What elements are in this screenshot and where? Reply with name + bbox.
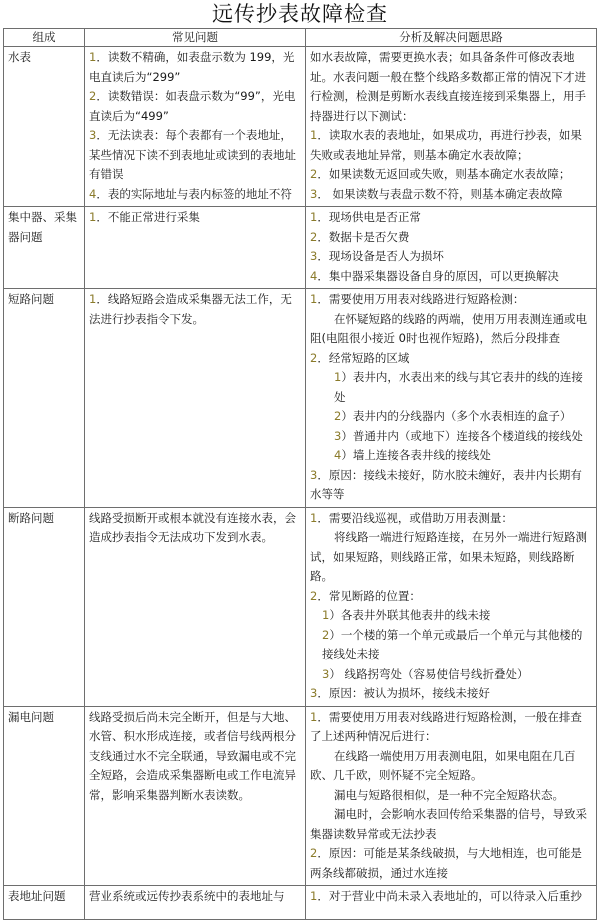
list-item [310,805,592,844]
list-item [310,165,592,185]
list-text: ．线路短路会造成采集器无法工作，无法进行抄表指令下发。 [89,292,292,326]
page-title: 远传抄表故障检查 [212,2,388,26]
list-text: ．现场供电是否正常 [317,210,421,224]
list-item [310,368,592,407]
list-item [310,606,592,626]
list-item [310,528,592,587]
list-text: ．需要使用万用表对线路进行短路检测： [317,292,525,306]
list-text: 在线路一端使用万用表测电阻，如果电阻在几百欧、几千欧，则怀疑不完全短路。 [310,748,576,782]
table-row [4,207,597,289]
list-text: ．无法读表：每个表都有一个表地址，某些情况下读不到表地址或读到的表地址有错误 [89,128,296,181]
list-number: 2 [310,229,318,244]
list-item [310,844,592,883]
header-analysis: 分析及解决问题思路 [306,29,597,47]
list-item [310,786,592,806]
list-text: ．原因：可能是某条线破损，与大地相连，也可能是两条线都破损，通过水连接 [310,846,582,880]
list-text: 漏电与短路很相似，是一种不完全短路状态。 [334,787,564,802]
header-component: 组成 [4,29,85,47]
list-text: ．常见断路的位置： [317,588,421,603]
list-text: 在怀疑短路的线路的两端，使用万用表测连通或电阻(电阻很小接近 0时也视作短路)，然后分段排查 [310,311,587,345]
list-text: ）一个楼的第一个单元或最后一个单元与其他楼的接线处未接 [322,627,583,661]
fault-check-table [3,28,597,920]
list-text: 线路受损断开或根本就没有连接水表，会造成抄表指令无法成功下发到水表。 [89,510,296,544]
list-text: ）表井内，水表出来的线与其它表井的线的连接处 [334,370,583,404]
list-item [310,349,592,369]
list-text: ．数据卡是否欠费 [317,229,410,244]
component-cell: 水表 [4,47,85,207]
list-text: 线路受损后尚未完全断开，但是与大地、水管、积水形成连接，或者信号线两根分支线通过水不完全联通，导致漏电或不完全短路，会造成采集器断电或工作电流异常，影响采集器判断水表读数。 [89,709,296,802]
list-number: 4 [89,186,97,201]
list-number: 1 [310,292,318,306]
problems-cell [85,207,306,289]
list-text: ．需要使用万用表对线路进行短路检测，一般在排查了上述两种情况后进行： [310,709,582,743]
analysis-cell [306,47,597,207]
analysis-cell [306,207,597,289]
analysis-cell [306,289,597,508]
list-text: 如水表故障，需要更换水表；如具备条件可修改表地址。水表问题一般在整个线路多数都正常的情况下才进行检测，检测是剪断水表线直接连接到采集器上，用手持器进行以下测试： [310,50,586,123]
list-text: 将线路一端进行短路连接，在另外一端进行短路测试，如果短路，则线路正常，如果未短路，则线路断路。 [310,530,587,583]
list-item [89,887,301,907]
list-item [310,126,592,165]
list-item [310,466,592,505]
list-number: 3 [310,467,318,482]
list-text: ）各表井外联其他表井的线未接 [329,608,491,622]
table-header-row [4,29,597,47]
list-text: ．经常短路的区域 [317,350,410,365]
list-item [310,446,592,466]
list-text: 营业系统或远传抄表系统中的表地址与 [89,889,285,903]
list-item [310,228,592,248]
list-number: 2 [310,167,318,181]
list-item [310,407,592,427]
list-item [310,747,592,786]
list-number: 1 [334,370,342,384]
list-text: ．对于营业中尚未录入表地址的，可以待录入后重抄 [317,889,582,903]
list-item [310,208,592,228]
list-number: 3 [89,128,97,142]
list-item [89,208,301,228]
list-text: ．不能正常进行采集 [96,210,200,224]
list-number: 1 [89,292,97,306]
list-number: 1 [310,709,318,724]
list-item [89,708,301,806]
list-item [89,185,301,205]
list-number: 4 [334,448,342,462]
list-number: 2 [310,350,318,365]
problems-cell [85,47,306,207]
list-text: ．读数错误：如表盘示数为“99”，光电直读后为“499” [89,89,296,123]
list-number: 3 [322,666,330,681]
list-text: ）普通井内（或地下）连接各个楼道线的接线处 [341,428,583,443]
list-text: ．读数不精确，如表盘示数为 199，光电直读后为“299” [89,50,295,84]
list-number: 2 [310,588,318,603]
list-number: 1 [322,608,330,622]
list-number: 3 [310,686,318,700]
list-text: ．现场设备是否人为损坏 [317,249,444,263]
list-number: 2 [322,627,330,642]
list-item [310,626,592,665]
list-number: 1 [310,889,318,903]
list-item [310,48,592,126]
list-item [310,247,592,267]
list-number: 3 [310,249,318,263]
list-item [310,665,592,685]
list-text: ．如果读数无返回或失败，则基本确定水表故障； [317,167,571,181]
list-number: 1 [310,128,318,142]
list-text: ．集中器采集器设备自身的原因，可以更换解决 [317,268,559,283]
list-text: ）墙上连接各表井线的接线处 [341,448,491,462]
table-row [4,706,597,886]
list-number: 2 [310,846,318,860]
list-text: ．表的实际地址与表内标签的地址不符 [96,186,292,201]
list-number: 1 [310,210,318,224]
list-text: ．原因：被认为损坏，接线未接好 [317,686,490,700]
list-item [310,185,592,205]
list-item [310,267,592,287]
list-text: ．需要沿线巡视，或借助万用表测量： [317,510,513,525]
list-item [89,126,301,185]
component-cell: 短路问题 [4,289,85,508]
list-number: 4 [310,268,318,283]
list-text: ．读取水表的表地址，如果成功，再进行抄表，如果失败或表地址异常，则基本确定水表故障； [310,128,582,162]
list-text: ）表井内的分线器内（多个水表相连的盒子） [341,409,572,423]
list-number: 2 [334,409,342,423]
table-row [4,47,597,207]
problems-cell [85,706,306,886]
list-number: 1 [310,510,318,525]
list-text: ．原因：接线未接好，防水胶未缠好，表井内长期有水等等 [310,467,582,501]
list-number: 2 [89,89,97,103]
problems-cell [85,289,306,508]
list-item [310,708,592,747]
list-item [310,290,592,310]
table-row [4,289,597,508]
analysis-cell [306,886,597,920]
header-common-problems: 常见问题 [85,29,306,47]
analysis-cell [306,507,597,706]
table-row [4,507,597,706]
component-cell: 断路问题 [4,507,85,706]
component-cell: 集中器、采集器问题 [4,207,85,289]
component-cell: 漏电问题 [4,706,85,886]
list-item [310,509,592,529]
list-item [310,427,592,447]
list-item [89,290,301,329]
component-cell: 表地址问题 [4,886,85,920]
list-number: 1 [89,50,97,64]
list-number: 3 [310,186,318,201]
list-text: ． 如果读数与表盘示数不符，则基本确定表故障 [317,186,563,201]
list-item [89,87,301,126]
table-row [4,886,597,920]
list-item [310,587,592,607]
list-item [310,684,592,704]
problems-cell [85,886,306,920]
list-item [89,509,301,548]
problems-cell [85,507,306,706]
list-text: 漏电时，会影响水表回传给采集器的信号，导致采集器读数异常或无法抄表 [310,807,587,841]
analysis-cell [306,706,597,886]
list-item [310,310,592,349]
list-number: 3 [334,428,342,443]
list-item [310,887,592,907]
list-item [89,48,301,87]
list-number: 1 [89,210,97,224]
list-text: ） 线路拐弯处（容易使信号线折叠处） [329,666,529,681]
